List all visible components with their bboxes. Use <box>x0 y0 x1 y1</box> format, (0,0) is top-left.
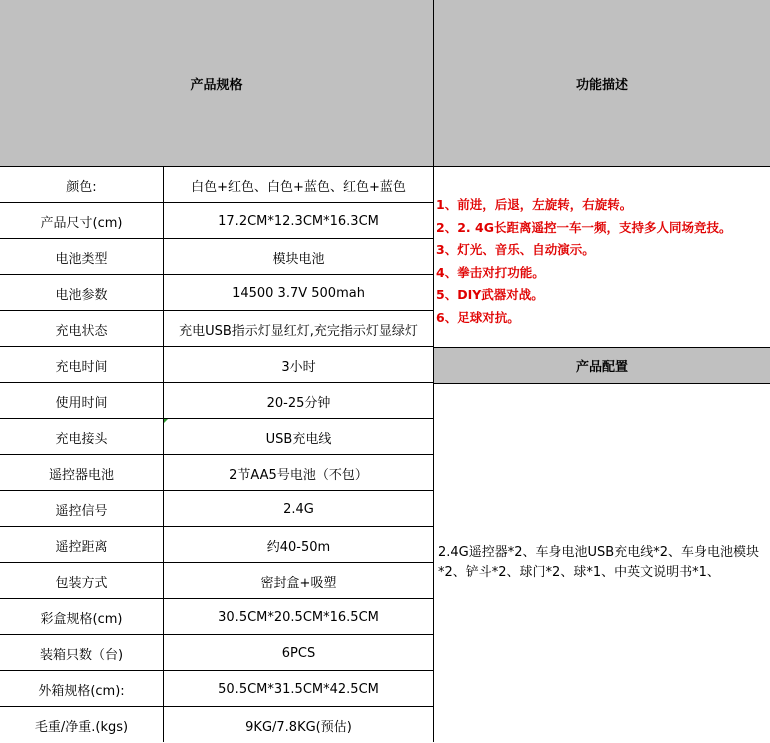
grid-line <box>0 598 433 599</box>
spec-value: 3小时 <box>281 359 316 375</box>
spec-value: 2.4G <box>283 501 314 517</box>
config-text: 2.4G遥控器*2、车身电池USB充电线*2、车身电池模块*2、铲斗*2、球门*2、球*1、中英文说明书*1、 <box>438 545 759 580</box>
spec-value: USB充电线 <box>265 431 332 447</box>
spec-label: 电池参数 <box>55 287 108 303</box>
spec-label: 彩盒规格(cm) <box>40 611 123 627</box>
spec-value: 50.5CM*31.5CM*42.5CM <box>218 681 379 697</box>
spec-label: 电池类型 <box>55 251 108 267</box>
grid-line <box>434 383 770 384</box>
spec-label: 遥控距离 <box>55 539 108 555</box>
feature-item: 6、足球对抗。 <box>436 309 520 325</box>
spec-label: 充电接头 <box>55 431 108 447</box>
feature-item: 2、2. 4G长距离遥控一车一频，支持多人同场竞技。 <box>436 219 732 235</box>
grid-line <box>0 706 433 707</box>
spec-label: 包装方式 <box>55 575 108 591</box>
feature-list <box>436 194 770 329</box>
grid-line <box>0 418 433 419</box>
spec-label: 装箱只数（台) <box>39 647 124 663</box>
grid-line <box>0 562 433 563</box>
feature-item: 1、前进，后退，左旋转，右旋转。 <box>436 197 633 212</box>
grid-line <box>0 166 770 167</box>
spec-label: 充电状态 <box>55 323 108 339</box>
spec-label: 遥控器电池 <box>48 467 114 483</box>
spec-value: 6PCS <box>281 645 316 661</box>
config-header: 产品配置 <box>434 347 770 383</box>
grid-line <box>0 382 433 383</box>
spec-value: 约40-50m <box>266 539 331 555</box>
spec-label: 外箱规格(cm): <box>38 683 125 699</box>
spec-header: 产品规格 <box>0 0 433 166</box>
grid-line <box>0 238 433 239</box>
spec-value: 充电USB指示灯显红灯,充完指示灯显绿灯 <box>179 323 418 339</box>
grid-line <box>0 346 433 347</box>
spec-value: 密封盒+吸塑 <box>260 575 337 591</box>
feature-item: 4、拳击对打功能。 <box>436 264 545 280</box>
spec-value: 20-25分钟 <box>266 395 331 411</box>
grid-line <box>434 347 770 348</box>
spec-value: 17.2CM*12.3CM*16.3CM <box>218 213 379 229</box>
spec-label: 毛重/净重.(kgs) <box>34 719 129 735</box>
spec-label: 充电时间 <box>55 359 108 375</box>
spec-value: 白色+红色、白色+蓝色、红色+蓝色 <box>191 179 406 195</box>
grid-line <box>0 454 433 455</box>
feature-item: 5、DIY武器对战。 <box>436 287 544 302</box>
spec-label: 颜色: <box>66 179 97 195</box>
spec-value: 9KG/7.8KG(预估) <box>245 719 352 735</box>
spec-label: 使用时间 <box>55 395 108 411</box>
feature-item: 3、灯光、音乐、自动演示。 <box>436 242 595 257</box>
function-header: 功能描述 <box>434 0 770 166</box>
grid-line <box>433 0 434 742</box>
spec-value: 模块电池 <box>272 251 325 267</box>
grid-line <box>0 490 433 491</box>
spec-value: 2节AA5号电池（不包） <box>229 467 368 483</box>
grid-line <box>0 670 433 671</box>
spec-value: 14500 3.7V 500mah <box>232 285 365 301</box>
grid-line <box>0 202 433 203</box>
spec-value: 30.5CM*20.5CM*16.5CM <box>218 609 379 625</box>
spec-label: 产品尺寸(cm) <box>40 215 123 231</box>
grid-line <box>0 274 433 275</box>
spec-label: 遥控信号 <box>55 503 108 519</box>
grid-line <box>0 310 433 311</box>
grid-line <box>0 526 433 527</box>
grid-line <box>0 634 433 635</box>
